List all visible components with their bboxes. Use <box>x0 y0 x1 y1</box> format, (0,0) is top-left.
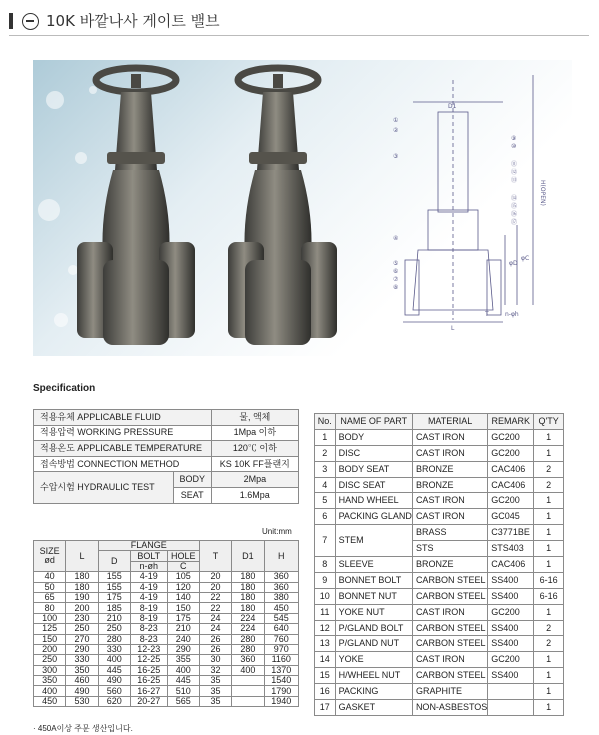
header-name: NAME OF PART <box>335 414 412 430</box>
header-d1: D1 <box>232 541 264 572</box>
callout-15: ⑮ <box>511 203 518 210</box>
specification-heading: Specification <box>33 383 96 394</box>
table-row: 250 330 400 12-25 355 30 360 1160 <box>34 655 299 665</box>
table-row: 17 GASKET NON-ASBESTOS 1 <box>315 700 564 716</box>
table-row: 450 530 620 20-27 565 35 1940 <box>34 696 299 706</box>
table-row: 65 190 175 4-19 140 22 180 380 <box>34 592 299 602</box>
parts-table <box>314 413 564 716</box>
header-bar <box>9 13 13 29</box>
table-row: 적용유체 APPLICABLE FLUID 물, 액체 <box>34 410 299 426</box>
label-t: T <box>485 311 489 318</box>
label-phi-c: φC <box>521 255 530 262</box>
callout-8: ⑧ <box>393 284 399 291</box>
header-t: T <box>199 541 231 572</box>
callout-3: ③ <box>393 153 399 160</box>
callout-5: ⑤ <box>393 260 399 267</box>
callout-11: ⑪ <box>511 161 518 168</box>
order-note: · 450A이상 주문 생산입니다. <box>33 724 133 733</box>
table-row: 100 230 210 8-19 175 24 224 545 <box>34 613 299 623</box>
table-row: 2 DISC CAST IRON GC200 1 <box>315 445 564 461</box>
table-row: 16 PACKING GRAPHITE 1 <box>315 684 564 700</box>
table-row: 11 YOKE NUT CAST IRON GC200 1 <box>315 604 564 620</box>
table-row: 50 180 155 4-19 120 20 180 360 <box>34 582 299 592</box>
table-row: 9 BONNET BOLT CARBON STEEL SS400 6-16 <box>315 572 564 588</box>
callout-17: ⑰ <box>511 219 518 226</box>
callout-14: ⑭ <box>511 195 518 202</box>
header-material: MATERIAL <box>412 414 487 430</box>
header-bolt-sub: n-øh <box>130 561 167 571</box>
callout-9: ⑨ <box>511 135 517 142</box>
callout-1: ① <box>393 117 399 124</box>
table-row: 6 PACKING GLAND CAST IRON GC045 1 <box>315 509 564 525</box>
unit-label: Unit:mm <box>262 527 292 536</box>
table-row: 40 180 155 4-19 105 20 180 360 <box>34 572 299 582</box>
table-row: 200 290 330 12-23 290 26 280 970 <box>34 644 299 654</box>
conditions-table <box>33 409 299 504</box>
dimension-table <box>33 540 299 707</box>
product-photo <box>33 60 572 356</box>
header-l: L <box>66 541 98 572</box>
callout-6: ⑥ <box>393 268 399 275</box>
callout-4: ④ <box>393 235 399 242</box>
header-divider <box>9 35 589 36</box>
table-row: 접속방법 CONNECTION METHOD KS 10K FF플랜지 <box>34 456 299 472</box>
drawing-labels <box>393 103 546 332</box>
table-row: 125 250 250 8-23 210 24 224 640 <box>34 624 299 634</box>
table-row: STS STS403 1 <box>315 541 564 557</box>
table-row: 150 270 280 8-23 240 26 280 760 <box>34 634 299 644</box>
table-row: 4 DISC SEAT BRONZE CAC406 2 <box>315 477 564 493</box>
table-row: 350 460 490 16-25 445 35 1540 <box>34 676 299 686</box>
table-row: 400 490 560 16-27 510 35 1790 <box>34 686 299 696</box>
page-header <box>9 6 589 34</box>
label-phi-d: φD <box>509 260 518 267</box>
company-logo-icon <box>22 13 39 30</box>
table-row: 80 200 185 8-19 150 22 180 450 <box>34 603 299 613</box>
header-hole: HOLE <box>167 551 199 561</box>
header-d: D <box>98 551 130 572</box>
valve-illustration <box>33 60 572 356</box>
header-qty: Q'TY <box>534 414 564 430</box>
callout-16: ⑯ <box>511 211 518 218</box>
table-row: 적용압력 WORKING PRESSURE 1Mpa 이하 <box>34 425 299 441</box>
header-hole-sub: C <box>167 561 199 571</box>
header-bolt: BOLT <box>130 551 167 561</box>
label-l: L <box>451 325 455 332</box>
table-row: 3 BODY SEAT BRONZE CAC406 2 <box>315 461 564 477</box>
label-n-phi-h: n-φh <box>505 311 519 318</box>
label-d1: D1 <box>448 103 457 110</box>
table-row: 10 BONNET NUT CARBON STEEL SS400 6-16 <box>315 588 564 604</box>
callout-12: ⑫ <box>511 169 518 176</box>
table-row: 8 SLEEVE BRONZE CAC406 1 <box>315 557 564 573</box>
table-row: 12 P/GLAND BOLT CARBON STEEL SS400 2 <box>315 620 564 636</box>
table-row: 7 STEM BRASS C3771BE 1 <box>315 525 564 541</box>
table-row: SEAT 1.6Mpa <box>34 487 299 503</box>
table-row: 15 H/WHEEL NUT CARBON STEEL SS400 1 <box>315 668 564 684</box>
table-row: 14 YOKE CAST IRON GC200 1 <box>315 652 564 668</box>
page-title: 10K 바깥나사 게이트 밸브 <box>46 12 220 30</box>
table-row: 수압시험 HYDRAULIC TEST BODY 2Mpa <box>34 472 299 488</box>
callout-7: ⑦ <box>393 276 399 283</box>
table-row: 5 HAND WHEEL CAST IRON GC200 1 <box>315 493 564 509</box>
callout-13: ⑬ <box>511 177 518 184</box>
header-h: H <box>264 541 299 572</box>
table-row: 13 P/GLAND NUT CARBON STEEL SS400 2 <box>315 636 564 652</box>
table-row: 1 BODY CAST IRON GC200 1 <box>315 429 564 445</box>
table-row: 300 350 445 16-25 400 32 400 1370 <box>34 665 299 675</box>
table-row: 적용온도 APPLICABLE TEMPERATURE 120℃ 이하 <box>34 441 299 457</box>
label-h-open: H(OPEN) <box>539 180 546 206</box>
header-flange: FLANGE <box>98 541 199 551</box>
header-remark: REMARK <box>488 414 534 430</box>
header-size: SIZE ød <box>34 541 66 572</box>
callout-10: ⑩ <box>511 143 517 150</box>
gate-valve-photo-1 <box>77 68 195 345</box>
gate-valve-photo-2 <box>228 68 337 345</box>
header-no: No. <box>315 414 336 430</box>
callout-2: ② <box>393 127 399 134</box>
